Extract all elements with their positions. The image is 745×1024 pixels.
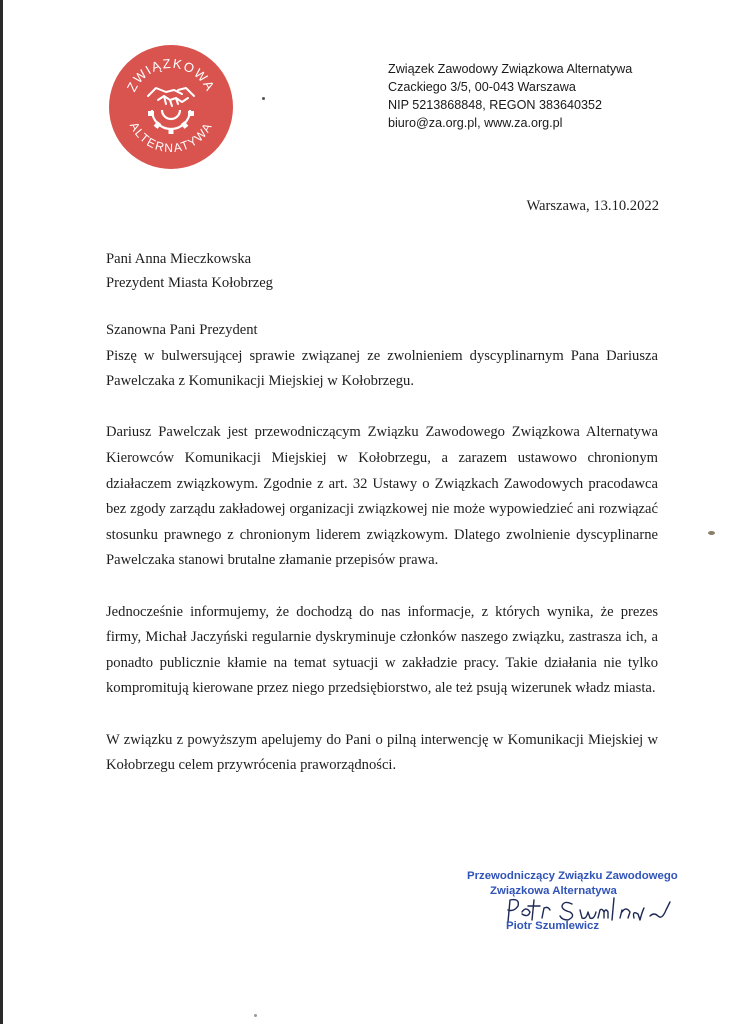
scan-edge <box>0 0 3 1024</box>
scan-speck <box>254 1014 257 1017</box>
letter-paragraph: Jednocześnie informujemy, że dochodzą do nas informacje, z których wynika, że prezes firmy, Michał Jaczyński regularnie dyskryminuje członków naszego związku, zastrasza ich, a ponadto publicznie kłamie na temat sytuacji w zakładzie pracy. Takie działania nie tylko kompromitują kierowane przez niego przedsiębiorstwo, ale też psują wizerunek władz miasta. <box>106 603 658 697</box>
letter-paragraph: Piszę w bulwersującej sprawie związanej ze zwolnieniem dyscyplinarnym Pana Dariusza Pawelczaka z Komunikacji Miejskiej w Kołobrzegu. <box>106 347 658 390</box>
scan-speck <box>708 531 715 535</box>
organization-header <box>388 60 632 132</box>
letter-body <box>106 318 658 779</box>
recipient-name: Pani Anna Mieczkowska <box>106 251 252 267</box>
signature-stamp <box>440 868 700 940</box>
logo-text-top: ZWIĄZKOWA <box>123 55 219 95</box>
letter-paragraph: W związku z powyższym apelujemy do Pani o pilną interwencję w Komunikacji Miejskiej w Kołobrzegu celem przywrócenia praworządności. <box>106 731 658 774</box>
stamp-title-line1: Przewodniczący Związku Zawodowego <box>467 870 678 882</box>
letter-paragraph: Dariusz Pawelczak jest przewodniczącym Związku Zawodowego Związkowa Alternatywa Kierowców Komunikacji Miejskiej w Kołobrzegu, a zarazem ustawowo chronionym działaczem związkowym. Zgodnie z art. 32 Ustawy o Związkach Zawodowych pracodawca bez zgody zarządu zakładowej organizacji związkowej nie może wypowiedzieć ani rozwiązać stosunku prawnego z chronionym liderem związkowym. Dlatego zwolnienie dyscyplinarne Pawelczaka stanowi brutalne złamanie przepisów prawa. <box>106 424 658 569</box>
stamp-signer-name: Piotr Szumlewicz <box>506 920 600 932</box>
recipient-title: Prezydent Miasta Kołobrzeg <box>106 275 273 291</box>
organization-name: Związek Zawodowy Związkowa Alternatywa <box>388 62 633 76</box>
organization-tax-ids: NIP 5213868848, REGON 383640352 <box>388 98 603 112</box>
stamp-title-line2: Związkowa Alternatywa <box>490 885 617 897</box>
scan-speck <box>262 97 265 100</box>
organization-address: Czackiego 3/5, 00-043 Warszawa <box>388 80 576 94</box>
recipient-block <box>106 247 273 295</box>
logo-text-bottom: ALTERNATYWA <box>126 119 216 156</box>
organization-contact: biuro@za.org.pl, www.za.org.pl <box>388 116 563 130</box>
letter-greeting: Szanowna Pani Prezydent <box>106 322 258 338</box>
union-logo <box>108 44 234 170</box>
letter-date: Warszawa, 13.10.2022 <box>526 198 659 214</box>
